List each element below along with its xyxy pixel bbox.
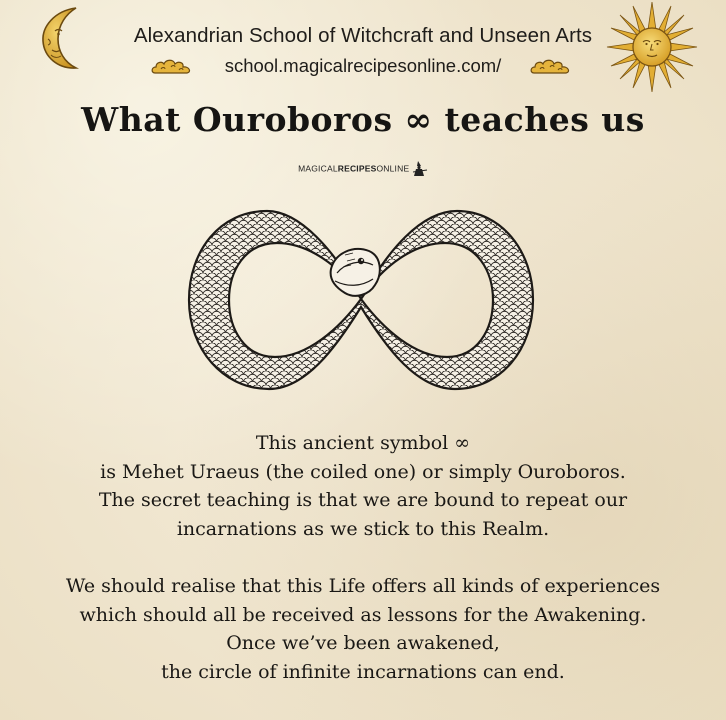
paragraph-2	[0, 572, 726, 686]
paragraph-1-line: This ancient symbol ∞	[255, 432, 471, 454]
ouroboros-infinity-icon	[185, 203, 537, 395]
brand-part-1: MAGICAL	[298, 163, 338, 174]
paragraph-1-line: is Mehet Uraeus (the coiled one) or simply Ouroboros.	[100, 460, 626, 483]
page-title: What Ouroboros ∞ teaches us	[81, 100, 645, 139]
brand-part-2: RECIPES	[337, 163, 377, 174]
school-url[interactable]: school.magicalrecipesonline.com/	[224, 55, 502, 76]
paragraph-2-line: We should realise that this Life offers all kinds of experiences	[65, 575, 661, 597]
paragraph-1-line: incarnations as we stick to this Realm.	[176, 517, 550, 540]
witch-figure-icon	[412, 160, 428, 178]
brand-part-3: ONLINE	[376, 163, 410, 174]
paragraph-2-line: which should all be received as lessons for the Awakening.	[79, 603, 647, 626]
brand-logo	[0, 160, 726, 178]
paragraph-2-line: the circle of infinite incarnations can end.	[161, 660, 565, 683]
paragraph-1-line: The secret teaching is that we are bound to repeat our	[98, 489, 628, 511]
paragraph-2-line: Once we’ve been awakened,	[226, 632, 500, 654]
school-name: Alexandrian School of Witchcraft and Unseen Arts	[133, 24, 593, 47]
paragraph-1	[0, 429, 726, 543]
